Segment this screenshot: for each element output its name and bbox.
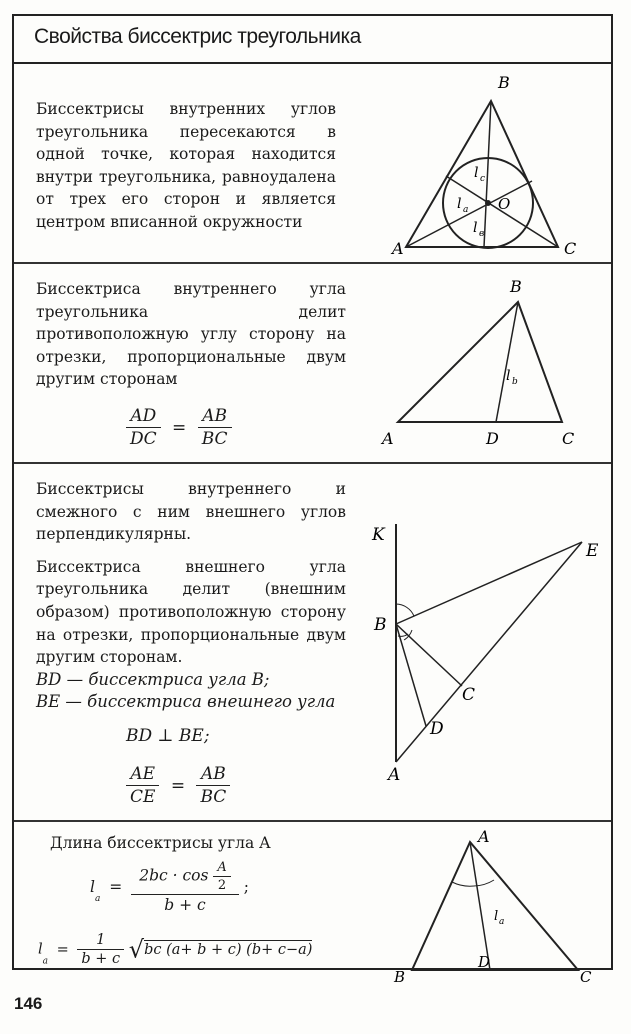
ext-ratio-left-num: AE bbox=[126, 764, 159, 786]
bisector-label-lb: l bbox=[506, 368, 511, 384]
be-definition: BE — биссектриса внешнего угла bbox=[36, 692, 336, 712]
vertex-label-a: A bbox=[388, 765, 401, 785]
center-label-o: O bbox=[498, 195, 511, 213]
f1-half-angle-den: 2 bbox=[217, 878, 227, 893]
header bbox=[14, 16, 611, 64]
f1-num-text: 2bc · cos bbox=[139, 866, 209, 885]
f2-equals: = bbox=[56, 941, 69, 958]
f1-equals: = bbox=[109, 878, 123, 896]
section-3-text bbox=[36, 478, 346, 714]
point-label-d: D bbox=[486, 429, 499, 448]
external-bisector-figure bbox=[364, 464, 599, 822]
bisector-label-lc-sub: c bbox=[480, 174, 486, 184]
section-external-bisector bbox=[14, 464, 611, 822]
ext-ratio-left bbox=[126, 764, 159, 807]
vertex-label-c: C bbox=[562, 429, 575, 448]
ext-ratio-right bbox=[196, 764, 230, 807]
vertex-label-a: A bbox=[392, 239, 404, 258]
vertex-label-a: A bbox=[478, 827, 490, 846]
section-2-text bbox=[36, 278, 346, 391]
page-number: 146 bbox=[14, 994, 43, 1013]
ratio-left-den: DC bbox=[130, 429, 157, 449]
ratio-right bbox=[198, 406, 232, 449]
f1-fraction bbox=[131, 860, 239, 914]
bd-definition: BD — биссектриса угла B; bbox=[36, 669, 270, 689]
f1-lhs-sub: a bbox=[94, 894, 101, 904]
vertex-label-c: C bbox=[564, 239, 577, 258]
ratio-left bbox=[126, 406, 161, 449]
bisector-label-lb-sub: b bbox=[512, 377, 518, 387]
bisector-label-la: l bbox=[457, 196, 462, 212]
f2-radicand: bc (a+ b + c) (b+ c−a) bbox=[144, 941, 313, 958]
length-formula-1 bbox=[90, 860, 249, 914]
ext-ratio-left-den: CE bbox=[130, 787, 156, 807]
external-bisector-paragraph: Биссектриса внешнего угла треугольника делит (внешним образом) противоположную сторону на отрезки, пропорциональные двум другим сторонам. bbox=[36, 557, 346, 667]
bisector-label-la-sub: a bbox=[499, 917, 505, 927]
ext-ratio-right-den: BC bbox=[200, 787, 227, 807]
vertex-label-b: B bbox=[510, 277, 522, 296]
internal-bisector-figure bbox=[382, 264, 592, 464]
f1-denominator: b + c bbox=[164, 896, 206, 914]
section-1-text bbox=[36, 98, 336, 234]
ratio-equals: = bbox=[172, 417, 187, 438]
f1-half-angle bbox=[213, 860, 230, 893]
ratio-left-num: AD bbox=[126, 406, 161, 428]
ratio-formula-external bbox=[126, 764, 230, 807]
sqrt-sign-icon: √ bbox=[128, 935, 145, 964]
ratio-right-den: BC bbox=[201, 429, 228, 449]
section-bisector-length bbox=[14, 822, 611, 986]
section-internal-bisector bbox=[14, 264, 611, 464]
ext-ratio-equals: = bbox=[170, 775, 186, 796]
f2-lhs-sub: a bbox=[42, 956, 49, 967]
bisector-label-la-sub: a bbox=[463, 205, 469, 215]
ratio-formula-internal bbox=[126, 406, 232, 449]
vertex-label-c: C bbox=[580, 968, 592, 986]
bisector-label-la: l bbox=[494, 909, 499, 924]
incircle-figure bbox=[392, 64, 592, 264]
f1-half-angle-num: A bbox=[213, 860, 230, 877]
page-frame bbox=[12, 14, 613, 986]
vertex-label-b: B bbox=[374, 615, 387, 635]
bisector-length-figure bbox=[394, 822, 594, 986]
point-label-k: K bbox=[372, 525, 385, 545]
f2-denominator: b + c bbox=[81, 951, 121, 967]
f2-numerator: 1 bbox=[77, 932, 124, 950]
section-4-heading bbox=[50, 832, 370, 855]
point-label-d: D bbox=[430, 719, 444, 739]
point-label-d: D bbox=[478, 953, 491, 971]
bisector-label-lb-sub: в bbox=[479, 229, 485, 239]
perpendicular-paragraph: Биссектрисы внутреннего и смежного с ним внешнего углов перпендикулярны. bbox=[36, 480, 346, 544]
f2-lhs: l bbox=[38, 941, 43, 958]
f1-end: ; bbox=[243, 878, 249, 896]
vertex-label-a: A bbox=[382, 429, 394, 448]
bisector-length-title: Длина биссектрисы угла A bbox=[50, 834, 271, 852]
ext-ratio-right-num: AB bbox=[196, 764, 230, 786]
f1-numerator bbox=[131, 860, 239, 895]
bisector-label-lc: l bbox=[474, 165, 479, 181]
bisector-label-lb: l bbox=[473, 220, 478, 236]
vertex-label-b: B bbox=[394, 968, 406, 986]
vertex-label-c: C bbox=[462, 685, 476, 705]
f2-fraction bbox=[77, 932, 124, 967]
f1-lhs: l bbox=[90, 878, 95, 896]
length-formula-2 bbox=[38, 932, 312, 967]
point-label-e: E bbox=[586, 541, 599, 561]
perpendicular-statement: BD ⊥ BE; bbox=[126, 726, 210, 746]
ratio-right-num: AB bbox=[198, 406, 232, 428]
internal-bisector-paragraph: Биссектриса внутреннего угла треугольника делит противоположную углу сторону на отрезки, пропорциональные двум другим сторонам bbox=[36, 280, 346, 389]
page-title: Свойства биссектрис треугольника bbox=[34, 25, 361, 48]
incircle-paragraph: Биссектрисы внутренних углов треугольника пересекаются в одной точке, которая находится внутри треугольника, равноудалена от трех его сторон и является центром вписанной окружности bbox=[36, 100, 336, 231]
vertex-label-b: B bbox=[498, 73, 510, 92]
section-incircle bbox=[14, 64, 611, 264]
